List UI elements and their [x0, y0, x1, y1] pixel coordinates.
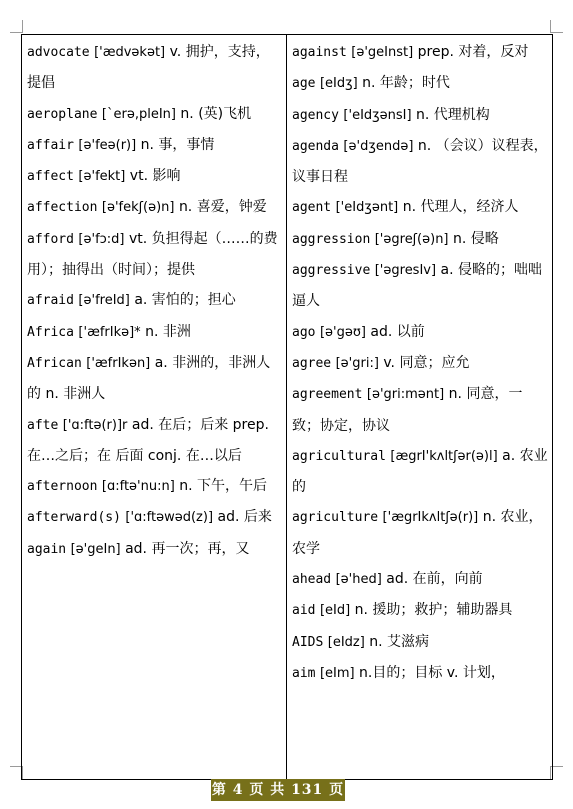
vocab-entry — [27, 224, 282, 286]
entry-phonetic: [ə'fekʃ(ə)n] — [101, 200, 175, 216]
vocab-entry — [292, 224, 549, 255]
vocab-entry — [292, 192, 549, 223]
vocab-entry — [292, 379, 549, 441]
entry-phonetic: [ə'gri:] — [335, 355, 379, 371]
vocab-entry — [27, 410, 282, 472]
vocab-entry — [292, 564, 549, 595]
vocab-entry — [292, 37, 549, 68]
entry-phonetic: ['eIdʒənt] — [335, 200, 399, 216]
entry-word: afternoon — [27, 479, 98, 495]
entry-phonetic: [ægrI'kʌltʃər(ə)l] — [390, 448, 498, 464]
entry-definition: n. 同意，一致；协定，协议 — [292, 386, 523, 434]
entry-phonetic: [ə'geIn] — [70, 541, 121, 557]
entry-definition: ad. 以前 — [370, 323, 425, 340]
right-column — [286, 35, 553, 779]
entry-phonetic: ['æfrIkə]* — [78, 324, 141, 340]
entry-definition: v. 同意；应允 — [383, 354, 470, 371]
entry-phonetic: [ə'freId] — [78, 293, 130, 309]
entry-word: African — [27, 355, 82, 371]
entry-definition: n. （会议）议程表，议事日程 — [292, 137, 548, 186]
entry-phonetic: [ə'gəʊ] — [319, 324, 366, 340]
vocab-entry — [292, 68, 549, 99]
entry-phonetic: ['əgreʃ(ə)n] — [374, 231, 449, 247]
vocab-entry — [292, 658, 549, 689]
entry-word: ahead — [292, 572, 332, 588]
entry-phonetic: [ə'geInst] — [351, 45, 414, 60]
vocab-entry — [292, 627, 549, 658]
entry-definition: ad. 再一次；再，又 — [125, 540, 250, 557]
entry-definition: vt. 影响 — [129, 168, 181, 185]
entry-word: agent — [292, 200, 332, 216]
entry-definition: n. 非洲 — [145, 323, 191, 340]
entry-phonetic: [ə'dʒendə] — [343, 138, 414, 154]
vocab-entry — [292, 595, 549, 626]
entry-phonetic: [`erə,pleIn] — [101, 106, 176, 122]
vocab-entry — [27, 285, 282, 316]
entry-definition: n. 事，事情 — [140, 136, 215, 153]
entry-definition: a. 农业的 — [292, 447, 548, 496]
entry-definition: ad. 后来 — [217, 509, 272, 526]
vocab-entry — [27, 161, 282, 192]
entry-definition: n. 代理机构 — [416, 106, 490, 123]
entry-definition: a. 侵略的；咄咄逼人 — [292, 262, 542, 310]
entry-word: agenda — [292, 138, 339, 154]
entry-word: aggressive — [292, 263, 371, 279]
entry-word: against — [292, 45, 347, 60]
entry-phonetic: [eIdz] — [327, 634, 365, 650]
crop-mark-top-left — [10, 20, 23, 33]
entry-word: again — [27, 541, 67, 557]
entry-phonetic: ['ægrIkʌltʃə(r)] — [382, 510, 479, 526]
entry-definition: v. 拥护，支持，提倡 — [27, 44, 270, 92]
entry-word: aeroplane — [27, 106, 98, 122]
entry-definition: n. 援助；救护；辅助器具 — [354, 602, 513, 619]
entry-word: aid — [292, 603, 316, 619]
vocab-entry — [27, 348, 282, 410]
vocabulary-table — [21, 34, 553, 780]
left-column — [22, 35, 286, 779]
entry-phonetic: ['ædvəkət] — [94, 45, 166, 60]
vocab-entry — [292, 348, 549, 379]
vocab-entry — [292, 441, 549, 503]
page-number-footer: 第 4 页 共 131 页 — [211, 779, 345, 801]
entry-phonetic: ['æfrIkən] — [86, 355, 151, 371]
vocab-entry — [27, 130, 282, 161]
entry-phonetic: [eIdʒ] — [319, 76, 358, 92]
entry-word: age — [292, 76, 316, 92]
vocab-entry — [292, 502, 549, 564]
vocab-entry — [27, 534, 282, 565]
entry-word: afterward(s) — [27, 510, 121, 526]
entry-definition: prep. 对着，反对 — [417, 44, 529, 60]
entry-definition: vt. 负担得起（……的费用）；抽得出（时间）；提供 — [27, 230, 278, 279]
entry-definition: n. 艾滋病 — [369, 633, 430, 650]
entry-definition: n. 下午，午后 — [179, 478, 268, 495]
entry-definition: n. 年龄；时代 — [362, 75, 450, 92]
entry-word: agricultural — [292, 448, 386, 464]
entry-word: Africa — [27, 324, 74, 340]
entry-word: affair — [27, 137, 74, 153]
entry-phonetic: [ə'fɔ:d] — [78, 231, 125, 247]
entry-phonetic: ['əgresIv] — [374, 263, 437, 279]
entry-definition: ad. 在前，向前 — [386, 571, 483, 588]
entry-word: aim — [292, 665, 316, 681]
entry-definition: a. 非洲的，非洲人的 n. 非洲人 — [27, 354, 271, 403]
entry-word: afford — [27, 231, 74, 247]
vocab-entry — [27, 99, 282, 130]
crop-mark-top-right — [550, 20, 563, 33]
entry-phonetic: [ɑ:ftə'nu:n] — [101, 479, 175, 495]
entry-definition: n. 侵略 — [452, 230, 499, 247]
vocab-entry — [292, 100, 549, 131]
entry-definition: n. 喜爱，钟爱 — [178, 199, 267, 216]
entry-word: AIDS — [292, 634, 324, 650]
entry-phonetic: [ə'fekt] — [78, 169, 126, 185]
entry-definition: n. (英)飞机 — [180, 105, 252, 122]
entry-word: agency — [292, 107, 339, 123]
entry-definition: n. 农业，农学 — [292, 509, 543, 557]
vocab-entry — [27, 502, 282, 533]
entry-phonetic: [ə'feə(r)] — [78, 137, 137, 153]
entry-word: affect — [27, 169, 74, 185]
entry-phonetic: ['ɑ:ftəwəd(z)] — [125, 510, 214, 526]
vocab-entry — [27, 471, 282, 502]
entry-phonetic: ['eIdʒənsI] — [343, 107, 412, 123]
entry-phonetic: ['ɑ:ftə(r)]r — [62, 417, 128, 433]
entry-phonetic: [eId] — [319, 603, 351, 619]
entry-definition: ad. 在后；后来 prep. 在…之后；在 后面 conj. 在…以后 — [27, 416, 269, 464]
entry-definition: n. 代理人，经济人 — [402, 199, 519, 216]
entry-word: ago — [292, 324, 316, 340]
entry-word: agree — [292, 355, 332, 371]
entry-definition: a. 害怕的；担心 — [134, 292, 236, 309]
entry-word: aggression — [292, 231, 371, 247]
vocab-entry — [27, 37, 282, 99]
vocab-entry — [27, 192, 282, 223]
entry-phonetic: [ə'hed] — [335, 572, 382, 588]
entry-word: agriculture — [292, 510, 379, 526]
vocab-entry — [292, 131, 549, 193]
vocab-entry — [292, 255, 549, 317]
entry-phonetic: [eIm] — [319, 665, 355, 681]
entry-word: advocate — [27, 45, 90, 60]
entry-word: agreement — [292, 387, 363, 403]
vocab-entry — [27, 317, 282, 348]
entry-word: afte — [27, 417, 59, 433]
entry-phonetic: [ə'gri:mənt] — [366, 387, 445, 403]
entry-word: afraid — [27, 293, 74, 309]
entry-word: affection — [27, 200, 98, 216]
vocab-entry — [292, 317, 549, 348]
entry-definition: n.目的；目标 v. 计划， — [359, 664, 505, 681]
